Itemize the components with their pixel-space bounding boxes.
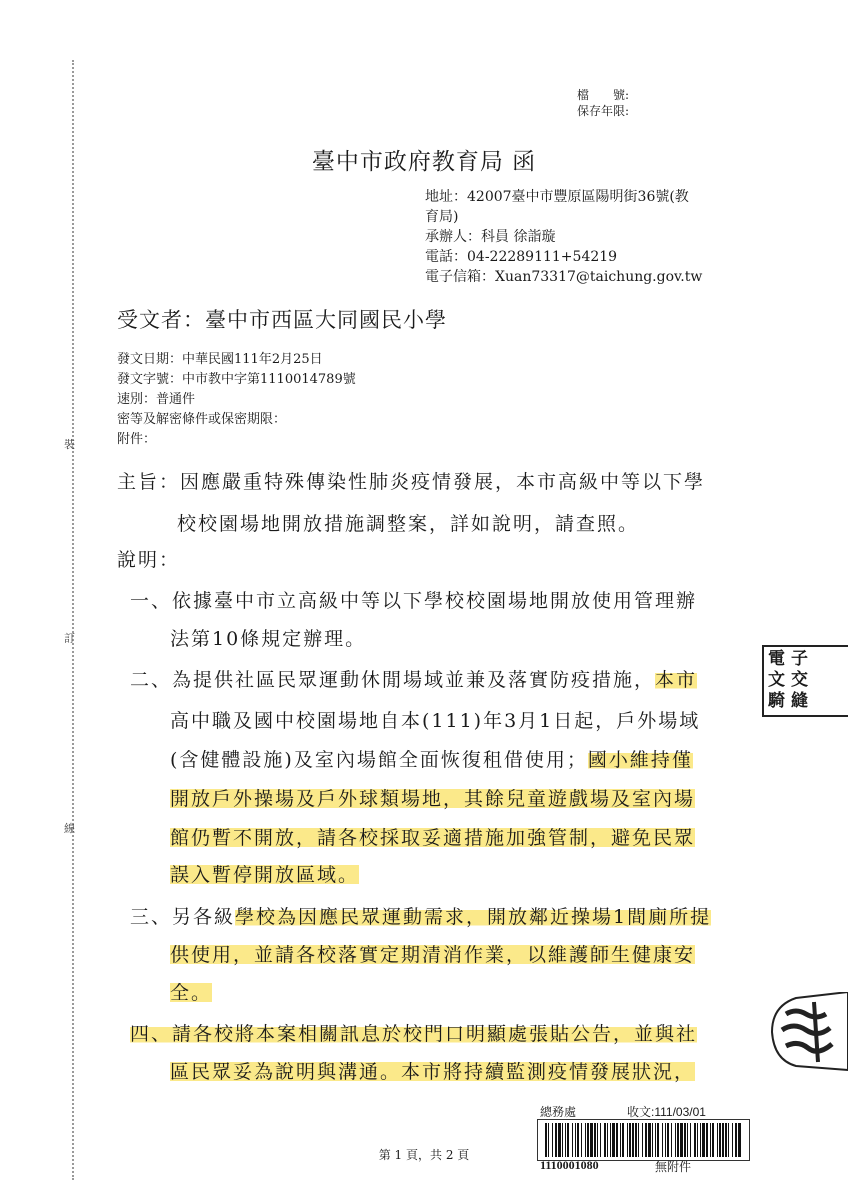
- electronic-stamp: [762, 645, 848, 717]
- item-3-line-1-highlight: 學校為因應民眾運動需求，開放鄰近操場1間廁所提: [235, 906, 712, 928]
- binding-line: [72, 60, 74, 1180]
- item-3-line-1: [130, 902, 711, 929]
- speed: 速別：普通件: [117, 392, 196, 407]
- item-3-line-1-text: 三、另各級: [130, 906, 236, 928]
- item-2-line-4: 開放戶外操場及戶外球類場地，其餘兒童遊戲場及室內場: [170, 784, 695, 811]
- receiver: 受文者：臺中市西區大同國民小學: [117, 308, 447, 332]
- page-number: 第 1 頁，共 2 頁: [378, 1148, 470, 1162]
- item-2-line-5: 館仍暫不開放，請各校採取妥適措施加強管制，避免民眾: [170, 823, 695, 850]
- stamp-char-e: 交: [791, 670, 808, 690]
- issue-date: 發文日期：中華民國111年2月25日: [117, 352, 323, 367]
- retention-label: 保存年限:: [577, 104, 630, 118]
- receipt-number: 1110001080: [540, 1158, 599, 1172]
- subject-line-1: 主旨：因應嚴重特殊傳染性肺炎疫情發展，本市高級中等以下學: [117, 471, 706, 493]
- item-2-line-3-text: (含健體設施)及室內場館全面恢復租借使用；: [170, 749, 588, 771]
- item-3-line-3: 全。: [170, 978, 212, 1005]
- address-line-2: 育局): [425, 209, 459, 225]
- item-2-line-2: 高中職及國中校園場地自本(111)年3月1日起，戶外場域: [170, 710, 701, 732]
- email: 電子信箱：Xuan73317@taichung.gov.tw: [425, 269, 703, 285]
- stamp-char-d: 子: [791, 649, 808, 669]
- file-number-label: 檔 號:: [577, 88, 630, 102]
- item-2-line-3-highlight: 國小維持僅: [587, 749, 693, 771]
- stamp-char-b: 文: [768, 670, 785, 690]
- receipt-department: 總務處: [540, 1105, 577, 1119]
- stamp-char-a: 電: [768, 649, 785, 669]
- item-2-line-1: [130, 665, 697, 692]
- phone: 電話：04-22289111+54219: [425, 249, 618, 265]
- item-4-line-1-text: 四、請各校將本案相關訊息於校門口明顯處張貼公告，並與社: [130, 1023, 698, 1045]
- item-1-line-1: 一、依據臺中市立高級中等以下學校校園場地開放使用管理辦: [130, 590, 698, 612]
- item-4-line-1: [130, 1019, 697, 1046]
- seal-stamp-icon: [766, 992, 848, 1072]
- item-3-line-2: 供使用，並請各校落實定期清消作業，以維護師生健康安: [170, 940, 695, 967]
- contact-person: 承辦人：科員 徐詣璇: [425, 229, 556, 245]
- item-2-line-1-text: 二、為提供社區民眾運動休閒場域並兼及落實防疫措施，: [130, 669, 656, 691]
- receipt-attachment: 無附件: [655, 1160, 692, 1174]
- item-2-line-6: 誤入暫停開放區域。: [170, 860, 359, 887]
- stamp-char-c: 騎: [768, 691, 785, 711]
- binding-char-xian: 線: [64, 822, 75, 835]
- attachment: 附件：: [117, 432, 157, 447]
- item-2-line-1-highlight: 本市: [655, 669, 698, 691]
- item-2-line-3: [170, 745, 693, 772]
- item-1-line-2: 法第10條規定辦理。: [170, 628, 367, 650]
- secrecy: 密等及解密條件或保密期限：: [117, 412, 287, 427]
- explanation-heading: 說明：: [117, 549, 181, 571]
- binding-char-ding: 訂: [64, 632, 75, 645]
- address-line-1: 地址：42007臺中市豐原區陽明街36號(教: [425, 189, 689, 205]
- item-4-line-2: 區民眾妥為說明與溝通。本市將持續監測疫情發展狀況，: [170, 1057, 695, 1084]
- reference-number: 發文字號：中市教中字第1110014789號: [117, 372, 356, 387]
- subject-line-2: 校校園場地開放措施調整案，詳如說明，請查照。: [177, 513, 640, 535]
- document-title: 臺中市政府教育局 函: [311, 149, 537, 175]
- stamp-char-f: 縫: [791, 691, 808, 711]
- receipt-date: 收文:111/03/01: [627, 1105, 706, 1119]
- binding-char-zhuang: 裝: [64, 438, 75, 451]
